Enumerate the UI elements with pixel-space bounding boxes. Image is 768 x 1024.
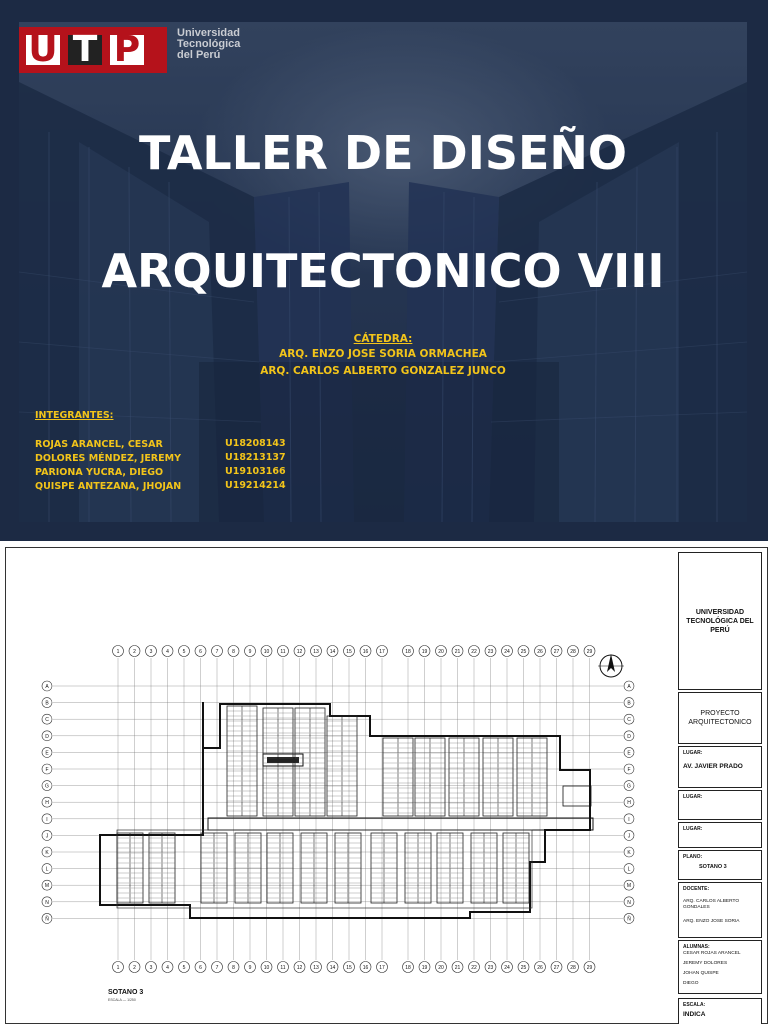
axis-label: 29	[586, 649, 593, 655]
tb-alumnas	[678, 940, 762, 994]
axis-label: 14	[329, 965, 336, 971]
axis-label: 24	[504, 649, 510, 655]
tb-alumnas-label: ALUMNAS:	[683, 944, 710, 950]
axis-label: 3	[149, 965, 153, 971]
axis-label: 9	[248, 649, 252, 655]
axis-label: 26	[537, 649, 543, 655]
cover-background	[19, 22, 747, 522]
axis-label: K	[45, 850, 49, 856]
tb-lugar-label: LUGAR:	[683, 826, 703, 832]
axis-label: B	[45, 700, 49, 707]
axis-label: 9	[248, 965, 252, 971]
axis-label: 13	[313, 965, 319, 971]
utp-logo	[19, 27, 167, 73]
tb-project	[678, 692, 762, 744]
member-code: U19103166	[225, 466, 286, 477]
axis-label: 6	[199, 965, 202, 971]
axis-label: 27	[553, 965, 560, 971]
axis-label: 2	[133, 965, 136, 971]
member-name: PARIONA YUCRA, DIEGO	[35, 467, 164, 478]
tb-plano-value: SOTANO 3	[699, 864, 727, 870]
tb-docente-label: DOCENTE:	[683, 886, 710, 892]
axis-label: N	[627, 899, 631, 906]
tb-escala-label: ESCALA:	[683, 1002, 706, 1008]
tb-alumna-item: DIEGO	[683, 981, 699, 986]
axis-label: A	[627, 684, 631, 690]
university-line: Tecnológica	[177, 38, 241, 50]
axis-label: M	[44, 883, 50, 890]
axis-label: 22	[471, 649, 477, 655]
axis-label: Ñ	[45, 916, 49, 923]
axis-label: 25	[520, 965, 527, 971]
axis-label: 18	[405, 649, 411, 655]
axis-label: F	[627, 767, 631, 773]
axis-label: I	[628, 816, 630, 823]
drawing-label: SOTANO 3	[108, 989, 144, 996]
axis-label: 21	[454, 649, 461, 655]
perimeter-ramp	[117, 830, 532, 908]
axis-label: 14	[329, 649, 336, 655]
tb-escala	[678, 998, 762, 1024]
floor-plan-drawing	[5, 548, 673, 1024]
axis-label: E	[45, 750, 49, 757]
axis-label: 11	[280, 965, 286, 971]
tb-lugar-value: AV. JAVIER PRADO	[683, 763, 743, 770]
tb-lugar-label: LUGAR:	[683, 750, 703, 756]
axis-label: 17	[379, 965, 385, 971]
member-code: U18213137	[225, 452, 286, 463]
axis-label: D	[627, 733, 631, 740]
axis-label: C	[45, 717, 49, 724]
axis-label: N	[45, 899, 49, 906]
axis-label: 12	[296, 965, 303, 971]
axis-label: J	[45, 833, 49, 840]
axis-label: D	[45, 733, 49, 740]
axis-label: H	[45, 800, 49, 807]
tb-alumna-item: JEREMY DOLORES	[683, 961, 728, 966]
professor-2: ARQ. CARLOS ALBERTO GONZALEZ JUNCO	[260, 365, 506, 377]
tb-lugar-1	[678, 746, 762, 788]
axis-label: 20	[438, 965, 444, 971]
axis-label: G	[627, 783, 631, 790]
tb-docente-item: ARQ. CARLOS ALBERTO GONDALES	[683, 899, 740, 910]
logo-letter-p: P	[110, 35, 144, 65]
structural-grid	[42, 646, 634, 973]
member-name: ROJAS ARANCEL, CESAR	[35, 439, 163, 450]
axis-label: 19	[421, 965, 428, 971]
axis-label: 15	[346, 649, 352, 655]
axis-label: 7	[215, 965, 219, 971]
axis-label: 2	[133, 649, 136, 655]
tb-docente	[678, 882, 762, 938]
axis-label: 21	[454, 965, 461, 971]
axis-label: L	[627, 866, 631, 873]
integrantes-label: INTEGRANTES:	[35, 410, 114, 421]
axis-label: M	[626, 883, 632, 890]
axis-label: 24	[504, 965, 510, 971]
axis-label: E	[627, 750, 631, 757]
member-code: U18208143	[225, 438, 286, 449]
axis-label: 16	[362, 965, 369, 971]
axis-label: 11	[280, 649, 286, 655]
axis-label: 25	[520, 649, 527, 655]
axis-label: 1	[116, 965, 120, 971]
stair-box	[563, 786, 591, 806]
axis-label: 20	[438, 649, 444, 655]
member-code: U19214214	[225, 480, 286, 491]
university-line: Universidad	[177, 27, 240, 39]
axis-label: H	[627, 800, 631, 807]
university-name	[177, 28, 297, 61]
axis-label: 26	[537, 965, 543, 971]
axis-label: 28	[570, 649, 576, 655]
axis-label: 5	[182, 649, 186, 655]
axis-label: 5	[182, 965, 186, 971]
catedra-label: CÁTEDRA:	[353, 333, 413, 345]
university-line: del Perú	[177, 49, 221, 61]
axis-label: 7	[215, 649, 219, 655]
axis-label: 13	[313, 649, 319, 655]
axis-label: L	[45, 866, 49, 873]
tb-escala-value: INDICA	[683, 1011, 706, 1018]
title-line-1: TALLER DE DISEÑO	[139, 126, 627, 180]
tb-alumna-item: JOHAN QUISPE	[683, 971, 719, 976]
axis-label: J	[627, 833, 631, 840]
axis-label: 17	[379, 649, 385, 655]
axis-label: F	[45, 767, 49, 773]
axis-label: 8	[232, 649, 235, 655]
tb-lugar-2	[678, 790, 762, 820]
tb-lugar-3	[678, 822, 762, 848]
axis-label: I	[46, 816, 48, 823]
axis-label: B	[627, 700, 631, 707]
axis-label: 8	[232, 965, 235, 971]
axis-label: K	[627, 850, 631, 856]
axis-label: 22	[471, 965, 477, 971]
professor-1: ARQ. ENZO JOSE SORIA ORMACHEA	[279, 348, 487, 360]
tb-docente-item: ARQ. ENZO JOSE SORIA	[683, 919, 740, 924]
axis-label: 16	[362, 649, 369, 655]
axis-label: 27	[553, 649, 560, 655]
axis-label: 15	[346, 965, 352, 971]
scale-note: ESCALA — 1/250	[108, 998, 136, 1002]
axis-label: G	[45, 783, 49, 790]
title-block	[672, 548, 768, 1024]
axis-label: 12	[296, 649, 303, 655]
axis-label: 23	[487, 649, 494, 655]
axis-label: 10	[263, 649, 270, 655]
axis-label: 28	[570, 965, 576, 971]
tb-university-text: UNIVERSIDAD TECNOLÓGICA DEL PERÚ	[686, 608, 754, 634]
member-name: DOLORES MÉNDEZ, JEREMY	[35, 453, 181, 464]
axis-label: 6	[199, 649, 202, 655]
north-arrow-icon	[598, 654, 624, 677]
axis-label: Ñ	[627, 916, 631, 923]
axis-label: C	[627, 717, 631, 724]
basement-outline	[100, 702, 590, 918]
axis-label: 23	[487, 965, 494, 971]
tb-university	[678, 552, 762, 690]
tb-plano-label: PLANO:	[683, 854, 703, 860]
axis-label: 19	[421, 649, 428, 655]
drive-aisle	[208, 818, 593, 830]
axis-label: 4	[166, 965, 169, 971]
title-line-2: ARQUITECTONICO VIII	[101, 244, 665, 298]
axis-label: 29	[586, 965, 593, 971]
tb-lugar-label: LUGAR:	[683, 794, 703, 800]
logo-letter-t: T	[68, 35, 102, 65]
axis-label: 10	[263, 965, 270, 971]
axis-label: 18	[405, 965, 411, 971]
tb-plano	[678, 850, 762, 880]
tb-project-text: PROYECTO ARQUITECTONICO	[688, 710, 752, 726]
member-name: QUISPE ANTEZANA, JHOJAN	[35, 481, 182, 492]
axis-label: 1	[116, 649, 120, 655]
logo-letter-u: U	[26, 35, 60, 65]
axis-label: 3	[149, 649, 153, 655]
axis-label: A	[45, 684, 49, 690]
axis-label: 4	[166, 649, 169, 655]
tb-alumna-item: CESAR ROJAS ARANCEL	[683, 951, 741, 956]
